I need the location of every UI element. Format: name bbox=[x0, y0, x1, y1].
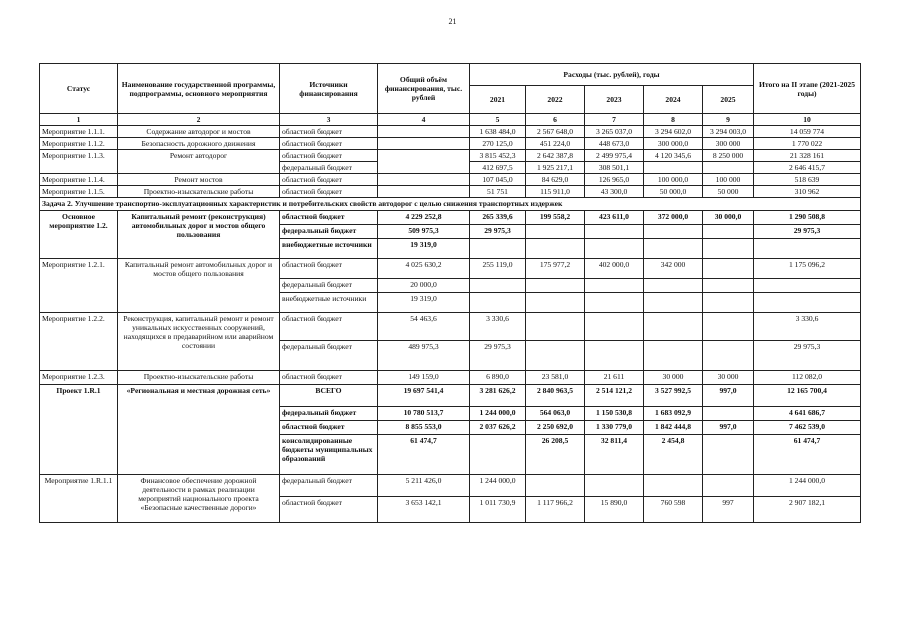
row-source: ВСЕГО bbox=[280, 385, 378, 407]
page-number: 21 bbox=[448, 17, 457, 26]
row-name: Ремонт автодорог bbox=[118, 150, 280, 174]
row-source: федеральный бюджет bbox=[280, 407, 378, 421]
row-itogo bbox=[754, 293, 861, 313]
row-status: Мероприятие 1.1.4. bbox=[40, 174, 118, 186]
row-value: 15 890,0 bbox=[585, 497, 644, 523]
row-itogo: 29 975,3 bbox=[754, 225, 861, 239]
row-value bbox=[703, 313, 754, 341]
row-total: 489 975,3 bbox=[378, 341, 470, 371]
row-value: 1 011 730,9 bbox=[470, 497, 526, 523]
row-source: областной бюджет bbox=[280, 259, 378, 279]
row-source: консолидированные бюджеты муниципальных образований bbox=[280, 435, 378, 475]
row-value bbox=[470, 239, 526, 259]
row-name: Капитальный ремонт (реконструкция) автомобильных дорог и мостов общего пользования bbox=[118, 211, 280, 259]
row-total: 19 319,0 bbox=[378, 293, 470, 313]
row-value: 3 294 602,0 bbox=[644, 126, 703, 138]
row-total bbox=[378, 126, 470, 138]
row-status: Мероприятие 1.1.3. bbox=[40, 150, 118, 174]
row-value bbox=[585, 279, 644, 293]
row-source: областной бюджет bbox=[280, 313, 378, 341]
row-value bbox=[703, 239, 754, 259]
row-value: 107 045,0 bbox=[470, 174, 526, 186]
col-number: 1 bbox=[40, 114, 118, 126]
row-itogo: 21 328 161 bbox=[754, 150, 861, 162]
col-number: 7 bbox=[585, 114, 644, 126]
table-row bbox=[40, 313, 861, 341]
row-value bbox=[526, 341, 585, 371]
row-value bbox=[526, 313, 585, 341]
row-value: 402 000,0 bbox=[585, 259, 644, 279]
row-value bbox=[526, 475, 585, 497]
row-value bbox=[703, 162, 754, 174]
table-row bbox=[40, 385, 861, 407]
col-number: 6 bbox=[526, 114, 585, 126]
row-value bbox=[470, 293, 526, 313]
row-name: Капитальный ремонт автомобильных дорог и мостов общего пользования bbox=[118, 259, 280, 313]
row-value: 2 250 692,0 bbox=[526, 421, 585, 435]
row-value: 84 629,0 bbox=[526, 174, 585, 186]
row-status: Основное мероприятие 1.2. bbox=[40, 211, 118, 259]
row-value: 100 000 bbox=[703, 174, 754, 186]
row-itogo: 7 462 539,0 bbox=[754, 421, 861, 435]
row-value: 1 330 779,0 bbox=[585, 421, 644, 435]
row-value bbox=[644, 313, 703, 341]
row-value bbox=[526, 225, 585, 239]
row-value: 412 697,5 bbox=[470, 162, 526, 174]
row-value: 199 558,2 bbox=[526, 211, 585, 225]
col-number: 10 bbox=[754, 114, 861, 126]
row-value bbox=[526, 239, 585, 259]
row-status: Мероприятие 1.2.3. bbox=[40, 371, 118, 385]
row-value bbox=[703, 225, 754, 239]
row-source: внебюджетные источники bbox=[280, 239, 378, 259]
row-status: Проект 1.R.1 bbox=[40, 385, 118, 475]
row-value: 3 330,6 bbox=[470, 313, 526, 341]
year-header: 2024 bbox=[644, 86, 703, 114]
row-name: Проектно-изыскательские работы bbox=[118, 371, 280, 385]
row-itogo: 4 641 686,7 bbox=[754, 407, 861, 421]
row-value: 342 000 bbox=[644, 259, 703, 279]
row-total: 4 025 630,2 bbox=[378, 259, 470, 279]
task-row bbox=[40, 198, 861, 211]
row-source: федеральный бюджет bbox=[280, 279, 378, 293]
row-total: 61 474,7 bbox=[378, 435, 470, 475]
table-row bbox=[40, 186, 861, 198]
row-total: 4 229 252,8 bbox=[378, 211, 470, 225]
row-source: областной бюджет bbox=[280, 497, 378, 523]
row-value: 1 117 966,2 bbox=[526, 497, 585, 523]
col-number: 3 bbox=[280, 114, 378, 126]
row-value: 1 638 484,0 bbox=[470, 126, 526, 138]
row-total bbox=[378, 150, 470, 174]
task-2-title: Задача 2. Улучшение транспортно-эксплуатационных характеристик и потребительских свойств автодорог с целью снижения транспортных издержек bbox=[40, 198, 861, 211]
row-itogo: 14 059 774 bbox=[754, 126, 861, 138]
row-value bbox=[644, 341, 703, 371]
row-status: Мероприятие 1.1.1. bbox=[40, 126, 118, 138]
row-itogo: 29 975,3 bbox=[754, 341, 861, 371]
row-value: 423 611,0 bbox=[585, 211, 644, 225]
col-total: Общий объём финансирования, тыс. рублей bbox=[378, 64, 470, 114]
row-name: «Региональная и местная дорожная сеть» bbox=[118, 385, 280, 475]
row-value: 265 339,6 bbox=[470, 211, 526, 225]
row-value: 21 611 bbox=[585, 371, 644, 385]
row-value: 760 598 bbox=[644, 497, 703, 523]
row-source: федеральный бюджет bbox=[280, 341, 378, 371]
row-source: областной бюджет bbox=[280, 174, 378, 186]
row-source: внебюджетные источники bbox=[280, 293, 378, 313]
row-value bbox=[703, 407, 754, 421]
row-value bbox=[585, 475, 644, 497]
row-value bbox=[703, 435, 754, 475]
row-total bbox=[378, 138, 470, 150]
row-value: 997,0 bbox=[703, 385, 754, 407]
row-source: областной бюджет bbox=[280, 150, 378, 162]
row-total: 509 975,3 bbox=[378, 225, 470, 239]
row-total: 54 463,6 bbox=[378, 313, 470, 341]
row-itogo: 1 770 022 bbox=[754, 138, 861, 150]
row-total: 3 653 142,1 bbox=[378, 497, 470, 523]
col-number: 2 bbox=[118, 114, 280, 126]
row-value: 2 642 387,8 bbox=[526, 150, 585, 162]
row-value: 3 527 992,5 bbox=[644, 385, 703, 407]
table-row bbox=[40, 150, 861, 162]
row-total bbox=[378, 174, 470, 186]
row-status: Мероприятие 1.2.2. bbox=[40, 313, 118, 371]
row-value: 3 815 452,3 bbox=[470, 150, 526, 162]
row-value: 30 000 bbox=[644, 371, 703, 385]
row-source: областной бюджет bbox=[280, 371, 378, 385]
row-value: 51 751 bbox=[470, 186, 526, 198]
row-itogo: 12 165 700,4 bbox=[754, 385, 861, 407]
row-name: Проектно-изыскательские работы bbox=[118, 186, 280, 198]
row-value: 2 567 648,0 bbox=[526, 126, 585, 138]
row-value: 997 bbox=[703, 497, 754, 523]
row-source: областной бюджет bbox=[280, 138, 378, 150]
row-source: областной бюджет bbox=[280, 211, 378, 225]
row-value: 30 000,0 bbox=[703, 211, 754, 225]
row-value: 50 000,0 bbox=[644, 186, 703, 198]
row-value bbox=[644, 475, 703, 497]
row-value: 2 499 975,4 bbox=[585, 150, 644, 162]
row-name: Безопасность дорожного движения bbox=[118, 138, 280, 150]
col-status: Статус bbox=[40, 64, 118, 114]
row-value: 43 300,0 bbox=[585, 186, 644, 198]
row-value bbox=[526, 293, 585, 313]
row-value: 26 208,5 bbox=[526, 435, 585, 475]
row-itogo: 61 474,7 bbox=[754, 435, 861, 475]
year-header: 2023 bbox=[585, 86, 644, 114]
row-value bbox=[585, 313, 644, 341]
row-value: 564 063,0 bbox=[526, 407, 585, 421]
row-value: 2 037 626,2 bbox=[470, 421, 526, 435]
row-value bbox=[703, 293, 754, 313]
row-value: 1 842 444,8 bbox=[644, 421, 703, 435]
row-value: 270 125,0 bbox=[470, 138, 526, 150]
row-value: 30 000 bbox=[703, 371, 754, 385]
row-value: 1 244 000,0 bbox=[470, 475, 526, 497]
row-total: 19 697 541,4 bbox=[378, 385, 470, 407]
row-total: 8 855 553,0 bbox=[378, 421, 470, 435]
row-name: Содержание автодорог и мостов bbox=[118, 126, 280, 138]
row-value: 115 911,0 bbox=[526, 186, 585, 198]
row-value: 29 975,3 bbox=[470, 341, 526, 371]
row-itogo: 518 639 bbox=[754, 174, 861, 186]
row-total: 5 211 426,0 bbox=[378, 475, 470, 497]
row-itogo: 310 962 bbox=[754, 186, 861, 198]
row-itogo bbox=[754, 239, 861, 259]
row-itogo bbox=[754, 279, 861, 293]
col-expenses: Расходы (тыс. рублей), годы bbox=[470, 64, 754, 86]
column-number-row bbox=[40, 114, 861, 126]
year-header: 2025 bbox=[703, 86, 754, 114]
row-source: областной бюджет bbox=[280, 126, 378, 138]
row-value bbox=[644, 239, 703, 259]
row-value: 8 250 000 bbox=[703, 150, 754, 162]
row-name: Финансовое обеспечение дорожной деятельности в рамках реализации мероприятий национального проекта «Безопасные качественные дороги» bbox=[118, 475, 280, 523]
row-value: 6 890,0 bbox=[470, 371, 526, 385]
table-row bbox=[40, 174, 861, 186]
row-value: 2 840 963,5 bbox=[526, 385, 585, 407]
row-total: 10 780 513,7 bbox=[378, 407, 470, 421]
row-status: Мероприятие 1.1.5. bbox=[40, 186, 118, 198]
row-source: федеральный бюджет bbox=[280, 225, 378, 239]
row-value: 2 514 121,2 bbox=[585, 385, 644, 407]
row-status: Мероприятие 1.2.1. bbox=[40, 259, 118, 313]
col-itogo: Итого на II этапе (2021-2025 годы) bbox=[754, 64, 861, 114]
row-itogo: 1 290 508,8 bbox=[754, 211, 861, 225]
row-value: 3 265 037,0 bbox=[585, 126, 644, 138]
row-value bbox=[703, 475, 754, 497]
row-itogo: 2 907 182,1 bbox=[754, 497, 861, 523]
row-value: 29 975,3 bbox=[470, 225, 526, 239]
row-itogo: 1 244 000,0 bbox=[754, 475, 861, 497]
row-name: Ремонт мостов bbox=[118, 174, 280, 186]
row-value bbox=[644, 162, 703, 174]
row-value bbox=[585, 293, 644, 313]
table-row bbox=[40, 211, 861, 225]
table-row bbox=[40, 138, 861, 150]
row-source: федеральный бюджет bbox=[280, 475, 378, 497]
row-value bbox=[703, 259, 754, 279]
col-number: 4 bbox=[378, 114, 470, 126]
row-value: 255 119,0 bbox=[470, 259, 526, 279]
row-value: 175 977,2 bbox=[526, 259, 585, 279]
row-total: 19 319,0 bbox=[378, 239, 470, 259]
year-header: 2022 bbox=[526, 86, 585, 114]
row-value: 372 000,0 bbox=[644, 211, 703, 225]
row-status: Мероприятие 1.R.1.1 bbox=[40, 475, 118, 523]
row-value bbox=[703, 279, 754, 293]
row-value: 997,0 bbox=[703, 421, 754, 435]
row-value bbox=[470, 279, 526, 293]
row-total bbox=[378, 186, 470, 198]
row-value bbox=[526, 279, 585, 293]
row-itogo: 2 646 415,7 bbox=[754, 162, 861, 174]
row-value: 1 244 000,0 bbox=[470, 407, 526, 421]
row-name: Реконструкция, капитальный ремонт и ремонт уникальных искусственных сооружений, находящихся в предаварийном или аварийном состоянии bbox=[118, 313, 280, 371]
row-value: 3 281 626,2 bbox=[470, 385, 526, 407]
row-value: 308 501,1 bbox=[585, 162, 644, 174]
row-value bbox=[585, 225, 644, 239]
col-program: Наименование государственной программы, подпрограммы, основного мероприятия bbox=[118, 64, 280, 114]
financing-table bbox=[39, 63, 861, 523]
row-itogo: 1 175 096,2 bbox=[754, 259, 861, 279]
row-value: 100 000,0 bbox=[644, 174, 703, 186]
year-header: 2021 bbox=[470, 86, 526, 114]
row-value: 1 925 217,1 bbox=[526, 162, 585, 174]
col-number: 5 bbox=[470, 114, 526, 126]
row-value bbox=[585, 341, 644, 371]
row-value bbox=[703, 341, 754, 371]
row-value: 4 120 345,6 bbox=[644, 150, 703, 162]
col-number: 8 bbox=[644, 114, 703, 126]
col-sources: Источники финансирования bbox=[280, 64, 378, 114]
row-value bbox=[644, 293, 703, 313]
row-value bbox=[470, 435, 526, 475]
row-source: областной бюджет bbox=[280, 421, 378, 435]
row-itogo: 112 082,0 bbox=[754, 371, 861, 385]
table-row bbox=[40, 126, 861, 138]
row-value: 50 000 bbox=[703, 186, 754, 198]
row-itogo: 3 330,6 bbox=[754, 313, 861, 341]
table-row bbox=[40, 259, 861, 279]
table-row bbox=[40, 475, 861, 497]
row-status: Мероприятие 1.1.2. bbox=[40, 138, 118, 150]
row-value: 448 673,0 bbox=[585, 138, 644, 150]
row-value: 300 000,0 bbox=[644, 138, 703, 150]
table-row bbox=[40, 371, 861, 385]
row-value: 451 224,0 bbox=[526, 138, 585, 150]
row-value bbox=[585, 239, 644, 259]
row-value bbox=[644, 225, 703, 239]
row-value: 1 683 092,9 bbox=[644, 407, 703, 421]
row-value bbox=[644, 279, 703, 293]
row-value: 2 454,8 bbox=[644, 435, 703, 475]
col-number: 9 bbox=[703, 114, 754, 126]
row-value: 3 294 003,0 bbox=[703, 126, 754, 138]
row-value: 23 581,0 bbox=[526, 371, 585, 385]
row-value: 32 811,4 bbox=[585, 435, 644, 475]
row-total: 149 159,0 bbox=[378, 371, 470, 385]
row-value: 126 965,0 bbox=[585, 174, 644, 186]
row-value: 1 150 530,8 bbox=[585, 407, 644, 421]
row-source: федеральный бюджет bbox=[280, 162, 378, 174]
row-value: 300 000 bbox=[703, 138, 754, 150]
row-source: областной бюджет bbox=[280, 186, 378, 198]
row-total: 20 000,0 bbox=[378, 279, 470, 293]
